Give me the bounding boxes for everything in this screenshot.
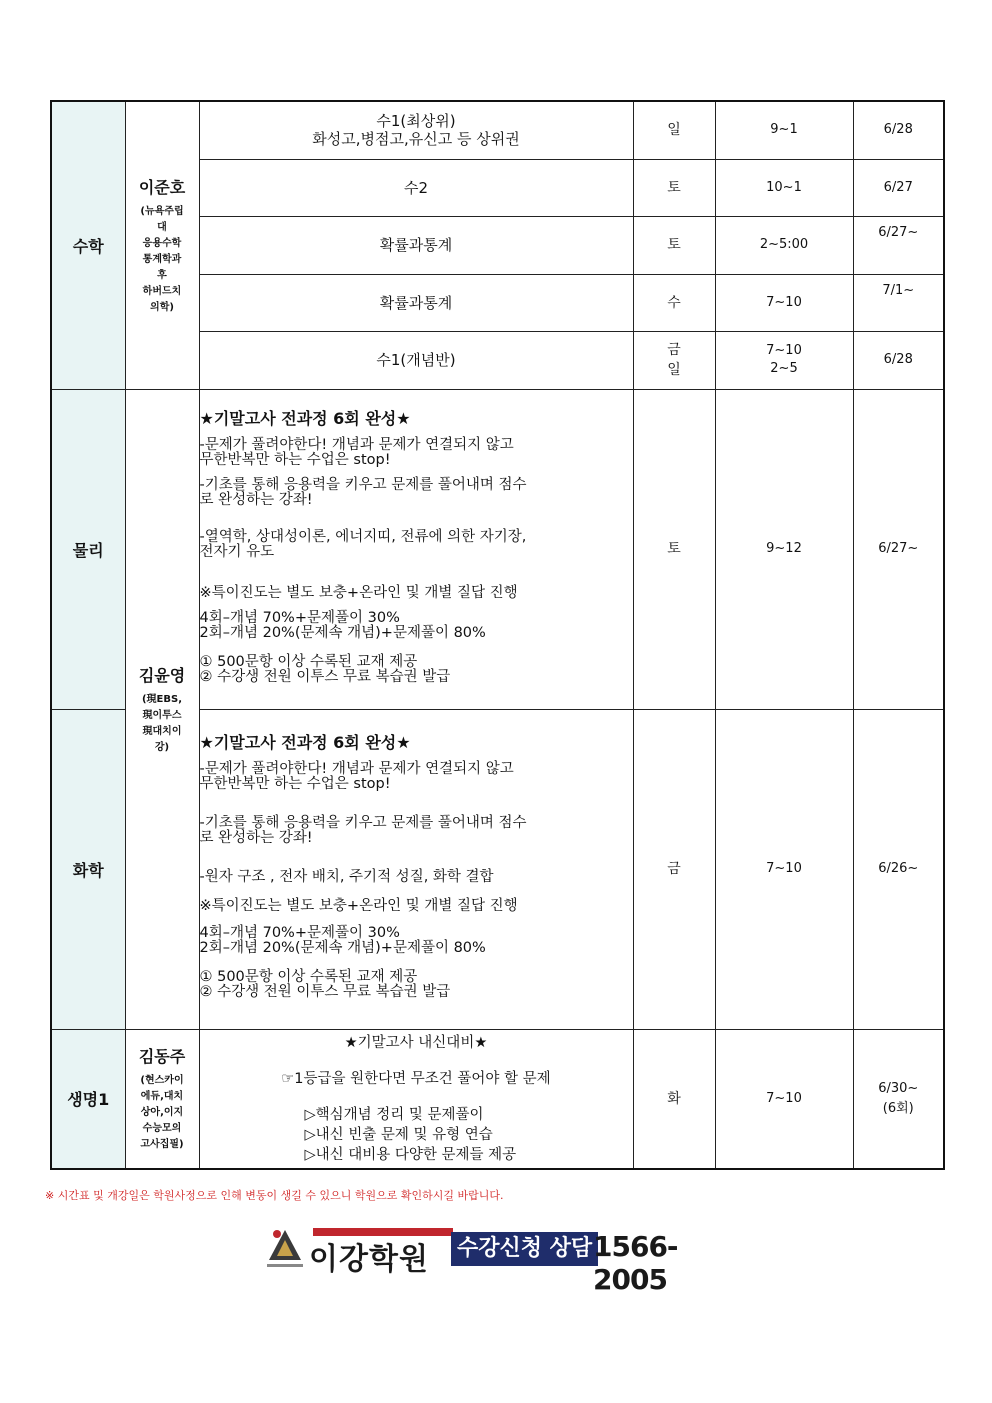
time-cell: 10~1 <box>715 159 853 216</box>
bio-line: ▷내신 대비용 다양한 문제들 제공 <box>304 1146 517 1163</box>
teacher-name: 김윤영 <box>138 665 186 685</box>
table-row <box>51 101 944 159</box>
date-cell: 6/27 <box>853 159 944 216</box>
desc-paragraph: -기초를 통해 응용력을 키우고 문제를 풀어내며 점수 로 완성하는 강좌! <box>199 815 527 846</box>
academy-logo-icon <box>265 1226 305 1270</box>
date-cell: 6/27~ <box>853 216 944 274</box>
bio-line: ▷내신 빈출 문제 및 유형 연습 <box>304 1126 493 1143</box>
date-cell: 6/27~ <box>853 389 944 709</box>
schedule-notice: ※ 시간표 및 개강일은 학원사정으로 인해 변동이 생길 수 있으니 학원으로 확인하시길 바랍니다. <box>45 1189 504 1202</box>
table-row <box>51 389 944 709</box>
bio-line: ▷핵심개념 정리 및 문제풀이 <box>304 1106 484 1123</box>
course-description <box>199 709 633 1029</box>
date-cell: 6/28 <box>853 101 944 159</box>
date-cell: 7/1~ <box>853 274 944 331</box>
subject-cell: 화학 <box>51 709 125 1029</box>
course-cell: 확률과통계 <box>199 274 633 331</box>
desc-paragraph: -기초를 통해 응용력을 키우고 문제를 풀어내며 점수 로 완성하는 강좌! <box>199 476 527 508</box>
footer-logo <box>265 1224 735 1296</box>
day-cell: 화 <box>633 1029 715 1169</box>
teacher-cell <box>125 389 199 1029</box>
teacher-name: 김동주 <box>138 1047 186 1067</box>
day-cell: 토 <box>633 216 715 274</box>
teacher-cell <box>125 101 199 389</box>
desc-paragraph: -원자 구조 , 전자 배치, 주기적 성질, 화학 결합 <box>199 869 494 885</box>
phone-number: 1566-2005 <box>593 1230 678 1296</box>
time-cell: 9~12 <box>715 389 853 709</box>
course-cell: 수1(개념반) <box>199 331 633 389</box>
desc-paragraph: 4회–개념 70%+문제풀이 30% 2회–개념 20%(문제속 개념)+문제풀이 80% <box>199 609 486 641</box>
time-cell: 7~10 <box>715 274 853 331</box>
table-row <box>51 1029 944 1169</box>
subject-cell: 물리 <box>51 389 125 709</box>
desc-paragraph: ① 500문항 이상 수록된 교재 제공 ② 수강생 전원 이투스 무료 복습권 발급 <box>199 653 451 685</box>
course-cell: 수2 <box>199 159 633 216</box>
desc-paragraph: ① 500문항 이상 수록된 교재 제공 ② 수강생 전원 이투스 무료 복습권 발급 <box>199 969 451 1000</box>
bio-line: ★기말고사 내신대비★ <box>344 1034 488 1051</box>
day-cell: 일 <box>633 101 715 159</box>
day-cell: 금 일 <box>633 331 715 389</box>
time-cell: 9~1 <box>715 101 853 159</box>
day-cell: 금 <box>633 709 715 1029</box>
desc-paragraph: -열역학, 상대성이론, 에너지띠, 전류에 의한 자기장, 전자기 유도 <box>199 528 527 560</box>
desc-paragraph: -문제가 풀려야한다! 개념과 문제가 연결되지 않고 무한반복만 하는 수업은 stop! <box>199 761 514 792</box>
course-cell: 수1(최상위) 화성고,병점고,유신고 등 상위권 <box>199 101 633 159</box>
course-title: ★기말고사 전과정 6회 완성★ <box>199 408 411 428</box>
teacher-desc: (뉴욕주립 대 응용수학 통계학과 후 하버드치 의학) <box>140 205 184 313</box>
schedule-table <box>50 100 945 1170</box>
day-cell: 수 <box>633 274 715 331</box>
desc-paragraph: ※특이진도는 별도 보충+온라인 및 개별 질답 진행 <box>199 584 518 601</box>
teacher-name: 이준호 <box>138 177 186 197</box>
teacher-desc: (現EBS, 現이투스 現대치이 강) <box>141 693 183 753</box>
course-description <box>199 1029 633 1169</box>
time-cell: 2~5:00 <box>715 216 853 274</box>
desc-paragraph: ※특이진도는 별도 보충+온라인 및 개별 질답 진행 <box>199 898 518 914</box>
brand-name: 이강학원 <box>309 1242 429 1277</box>
date-cell: 6/26~ <box>853 709 944 1029</box>
subject-cell: 생명1 <box>51 1029 125 1169</box>
time-cell: 7~10 <box>715 1029 853 1169</box>
course-title: ★기말고사 전과정 6회 완성★ <box>199 733 411 752</box>
desc-paragraph: 4회–개념 70%+문제풀이 30% 2회–개념 20%(문제속 개념)+문제풀이 80% <box>199 925 486 956</box>
enroll-consult-label: 수강신청 상담 <box>451 1232 598 1266</box>
time-cell: 7~10 2~5 <box>715 331 853 389</box>
course-cell: 확률과통계 <box>199 216 633 274</box>
day-cell: 토 <box>633 159 715 216</box>
bio-line: ☞1등급을 원한다면 무조건 풀어야 할 문제 <box>281 1070 551 1087</box>
date-cell: 6/28 <box>853 331 944 389</box>
date-cell: 6/30~ (6회) <box>853 1029 944 1169</box>
day-cell: 토 <box>633 389 715 709</box>
subject-cell: 수학 <box>51 101 125 389</box>
course-description <box>199 389 633 709</box>
desc-paragraph: -문제가 풀려야한다! 개념과 문제가 연결되지 않고 무한반복만 하는 수업은 stop! <box>199 436 514 468</box>
time-cell: 7~10 <box>715 709 853 1029</box>
teacher-cell <box>125 1029 199 1169</box>
teacher-desc: (현스카이 에듀,대치 상아,이지 수능모의 고사집필) <box>140 1075 184 1151</box>
